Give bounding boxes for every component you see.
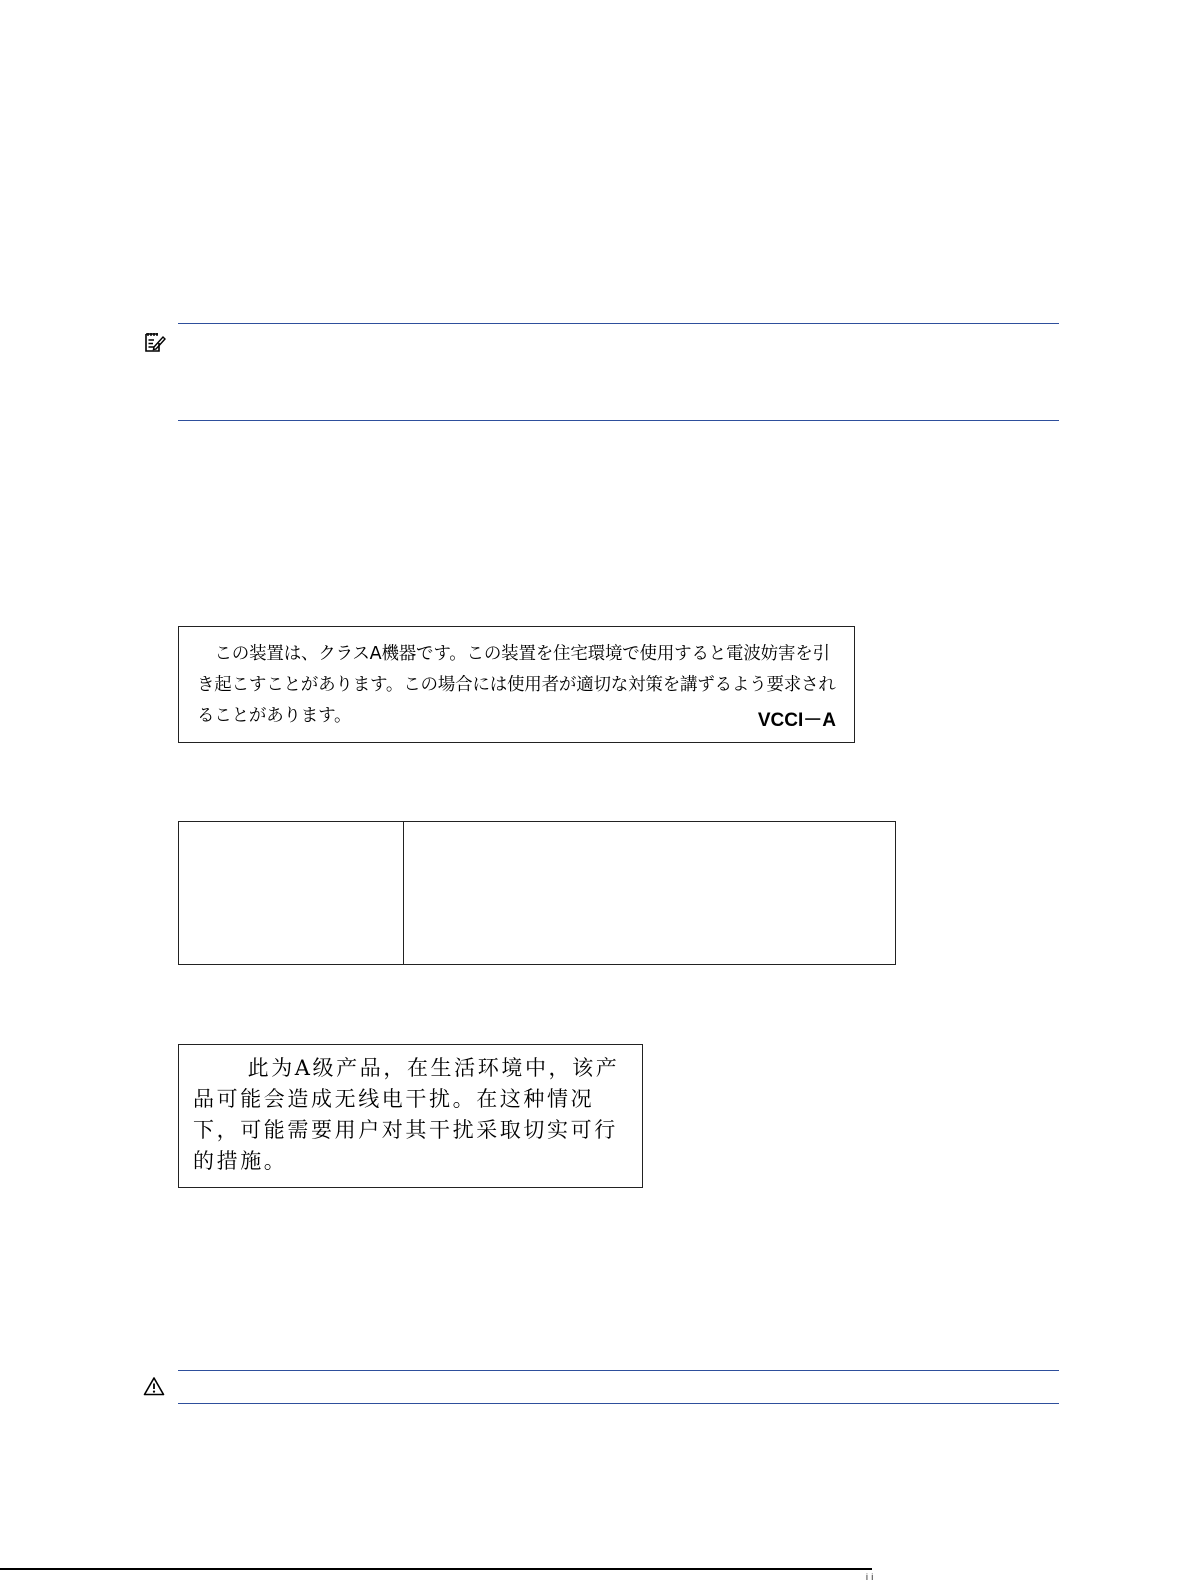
note-bottom-rule	[178, 420, 1059, 421]
caution-bottom-rule	[178, 1403, 1059, 1404]
caution-top-rule	[178, 1370, 1059, 1371]
footer-rule	[0, 1568, 872, 1570]
china-notice	[178, 1044, 643, 1188]
note-icon	[143, 330, 167, 354]
japan-vcci-notice	[178, 626, 855, 743]
japan-notice-text: この装置は、クラスA機器です。この装置を住宅環境で使用すると電波妨害を引き起こすことがあります。この場合には使用者が適切な対策を講ずるよう要求されることがあります。	[197, 644, 836, 726]
china-notice-text: 此为A级产品，在生活环境中，该产品可能会造成无线电干扰。在这种情况下，可能需要用户对其干扰采取切实可行的措施。	[193, 1056, 620, 1173]
footer-mark: ᵢ ᵢ	[866, 1568, 874, 1582]
korea-notice-table	[178, 821, 896, 965]
warning-icon	[143, 1376, 165, 1396]
table-cell-left	[179, 822, 404, 964]
table-cell-right	[404, 822, 895, 964]
vcci-mark: VCCI－A	[757, 710, 836, 731]
note-top-rule	[178, 323, 1059, 324]
